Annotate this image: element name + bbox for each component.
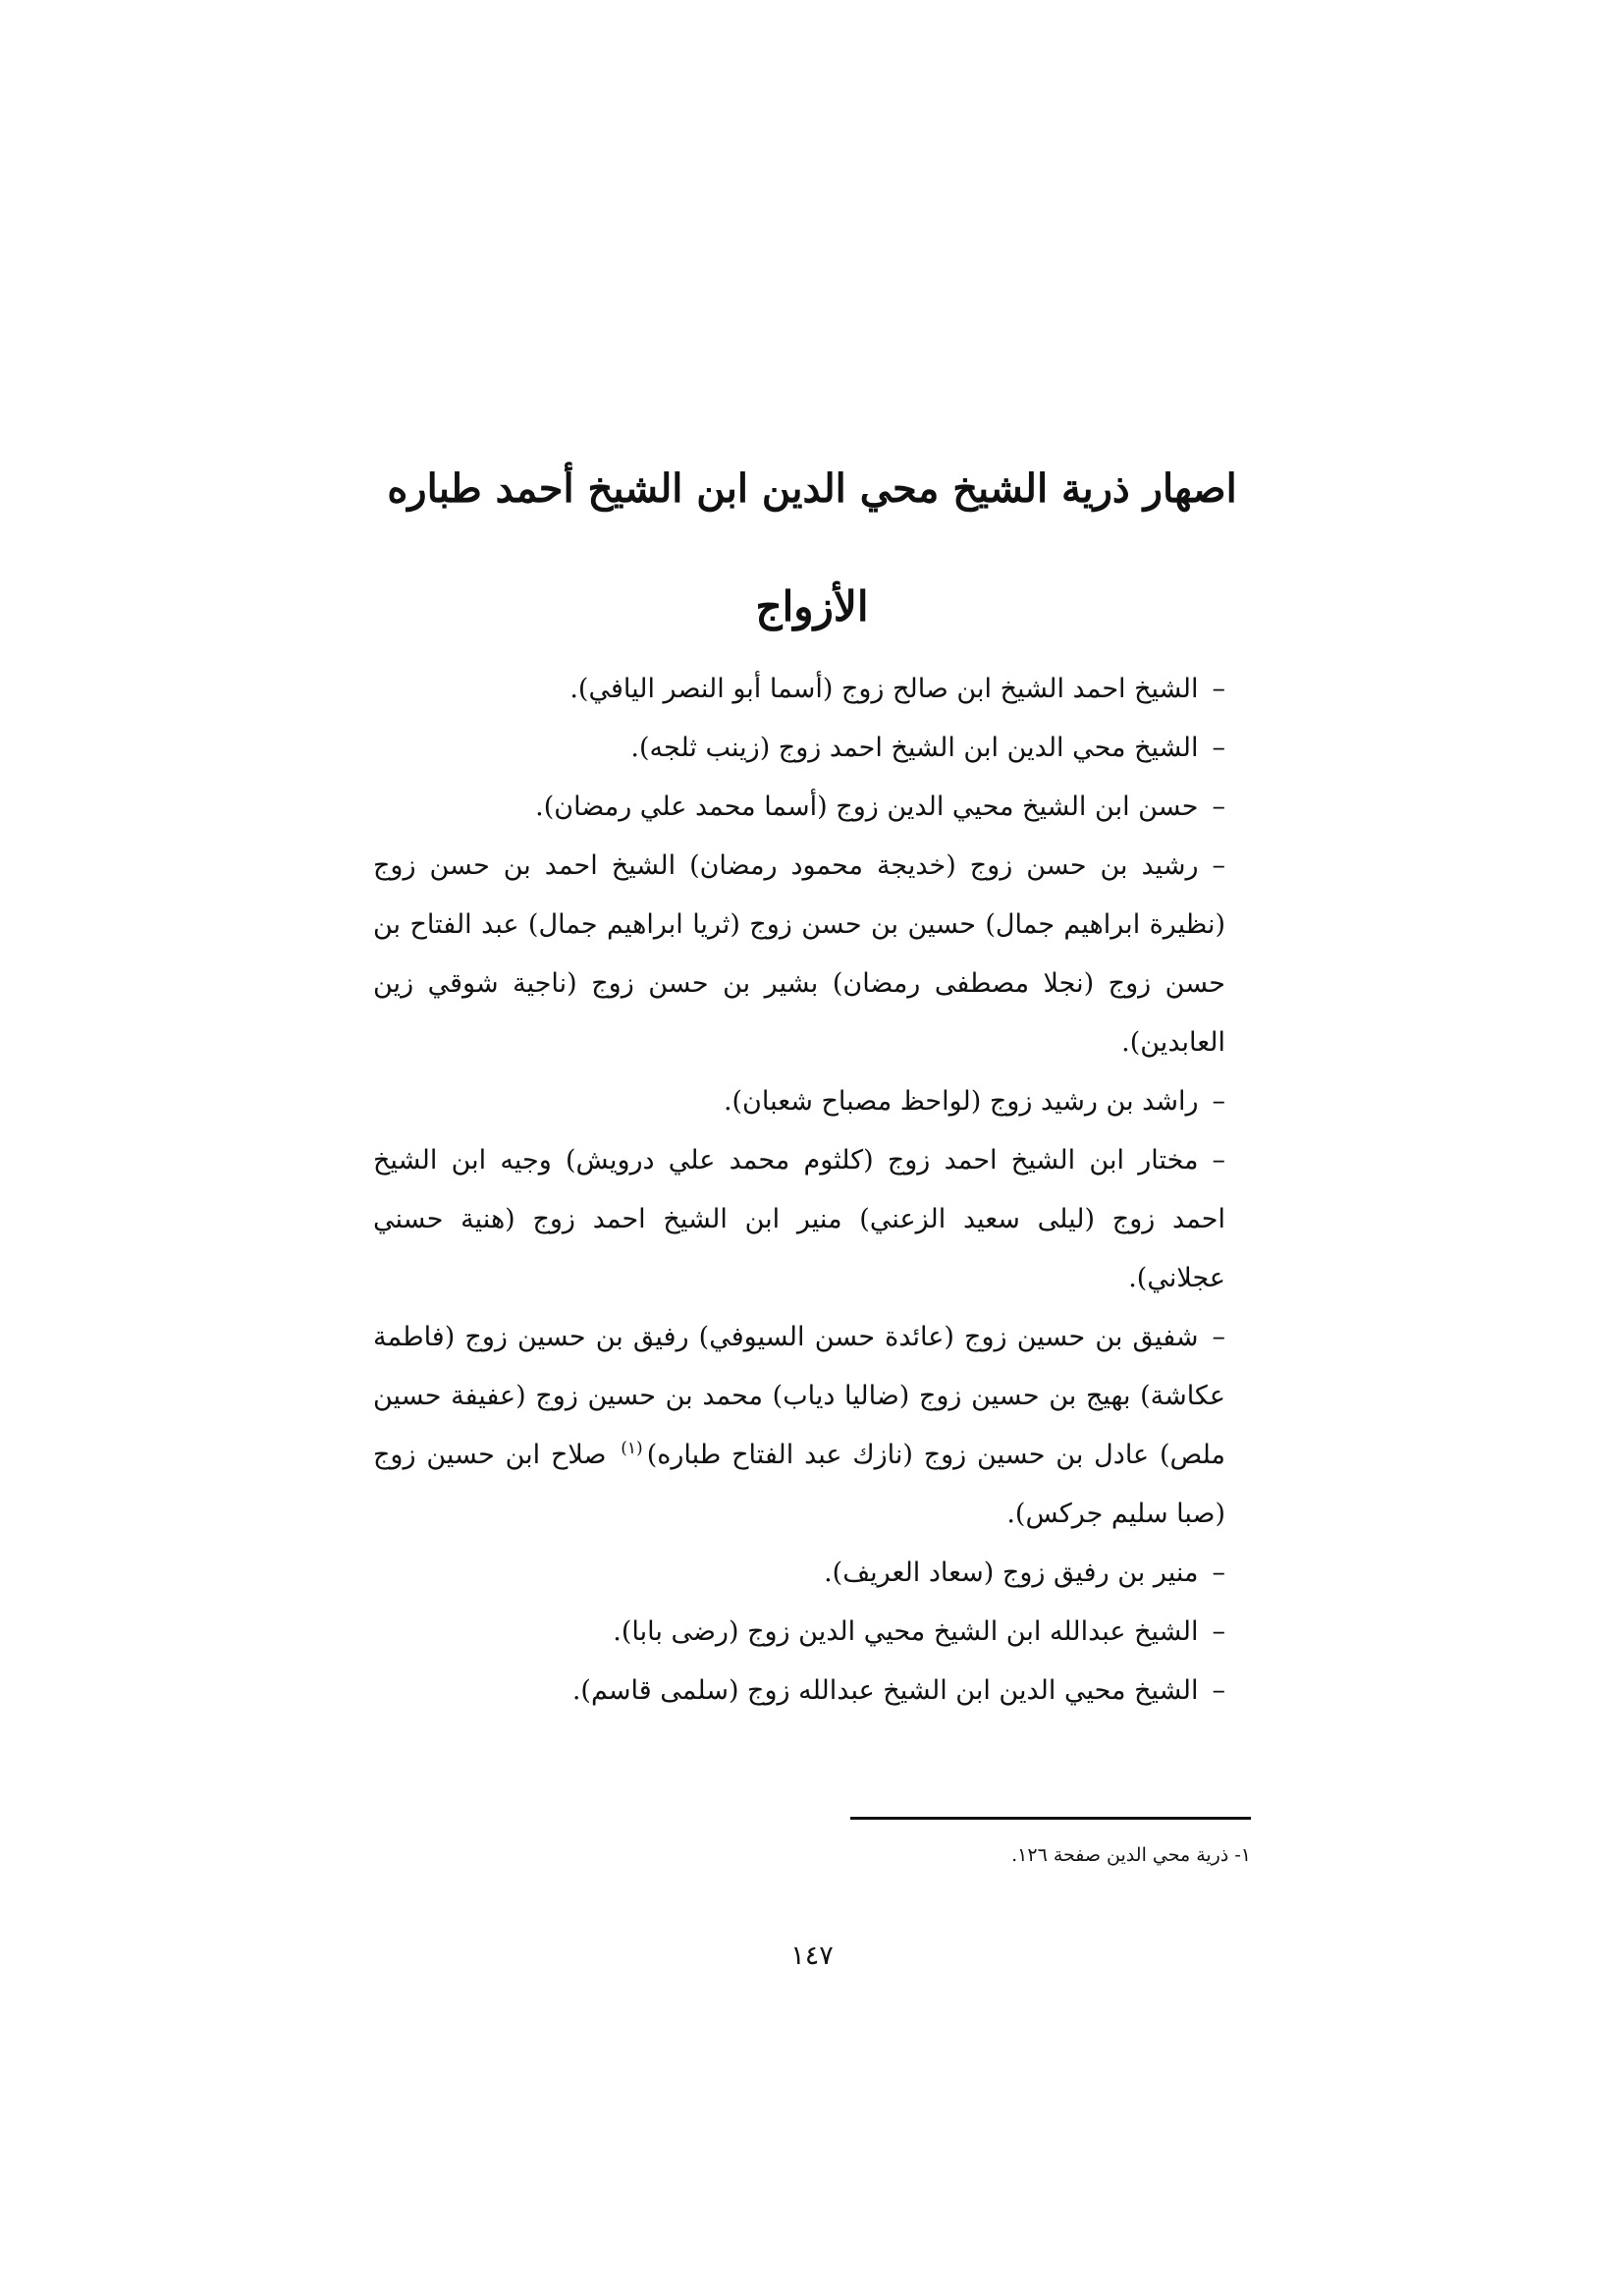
dash-marker: – bbox=[1212, 1616, 1225, 1647]
list-item bbox=[373, 660, 1251, 719]
list-item bbox=[373, 837, 1251, 1072]
footnote-reference: (١) bbox=[621, 1439, 643, 1458]
dash-marker: – bbox=[1212, 1145, 1225, 1175]
entry-text: الشيخ محي الدين ابن الشيخ احمد زوج (زينب ثلجه). bbox=[630, 733, 1199, 763]
page-number: ١٤٧ bbox=[790, 1941, 834, 1971]
entry-text: شفيق بن حسين زوج (عائدة حسن السيوفي) رفيق بن حسين زوج (فاطمة عكاشة) بهيج بن حسين زوج (ضاليا دياب) محمد بن حسين زوج (عفيفة حسين ملص) عادل بن حسين زوج (نازك عبد الفتاح طباره) bbox=[373, 1322, 1225, 1470]
dash-marker: – bbox=[1212, 1322, 1225, 1352]
dash-marker: – bbox=[1212, 1086, 1225, 1117]
entry-text: رشيد بن حسن زوج (خديجة محمود رمضان) الشيخ احمد بن حسن زوج (نظيرة ابراهيم جمال) حسين بن حسن زوج (ثريا ابراهيم جمال) عبد الفتاح بن حسن زوج (نجلا مصطفى رمضان) بشير بن حسن زوج (ناجية شوقي زين العابدين). bbox=[373, 850, 1225, 1058]
footnote-divider bbox=[850, 1817, 1251, 1820]
dash-marker: – bbox=[1212, 1675, 1225, 1706]
page-title: اصهار ذرية الشيخ محي الدين ابن الشيخ أحمد طباره bbox=[387, 465, 1237, 512]
entry-text: الشيخ احمد الشيخ ابن صالح زوج (أسما أبو النصر اليافي). bbox=[569, 674, 1199, 704]
entry-text: الشيخ محيي الدين ابن الشيخ عبدالله زوج (سلمى قاسم). bbox=[571, 1675, 1199, 1706]
entry-text: مختار ابن الشيخ احمد زوج (كلثوم محمد علي درويش) وجيه ابن الشيخ احمد زوج (ليلى سعيد الزعني) منير ابن الشيخ احمد زوج (هنية حسني عجلاني). bbox=[373, 1145, 1225, 1293]
entry-text: حسن ابن الشيخ محيي الدين زوج (أسما محمد علي رمضان). bbox=[535, 792, 1199, 822]
entry-text: راشد بن رشيد زوج (لواحظ مصباح شعبان). bbox=[723, 1086, 1199, 1117]
list-item bbox=[373, 778, 1251, 837]
list-item bbox=[373, 719, 1251, 778]
entry-text-continued: صلاح ابن حسين زوج (صبا سليم جركس). bbox=[373, 1440, 1225, 1529]
dash-marker: – bbox=[1212, 1558, 1225, 1588]
footnote: ١- ذرية محي الدين صفحة ١٢٦. bbox=[1011, 1844, 1251, 1866]
list-item bbox=[373, 1308, 1251, 1544]
list-item bbox=[373, 1131, 1251, 1308]
section-heading: الأزواج bbox=[755, 582, 869, 630]
list-item bbox=[373, 1072, 1251, 1131]
dash-marker: – bbox=[1212, 850, 1225, 881]
dash-marker: – bbox=[1212, 792, 1225, 822]
entry-text: الشيخ عبدالله ابن الشيخ محيي الدين زوج (رضى بابا). bbox=[613, 1616, 1199, 1647]
list-item bbox=[373, 1603, 1251, 1662]
dash-marker: – bbox=[1212, 674, 1225, 704]
dash-marker: – bbox=[1212, 733, 1225, 763]
list-item bbox=[373, 1662, 1251, 1721]
entry-text: منير بن رفيق زوج (سعاد العريف). bbox=[824, 1558, 1199, 1588]
list-item bbox=[373, 1544, 1251, 1603]
entries-list bbox=[373, 660, 1251, 1721]
